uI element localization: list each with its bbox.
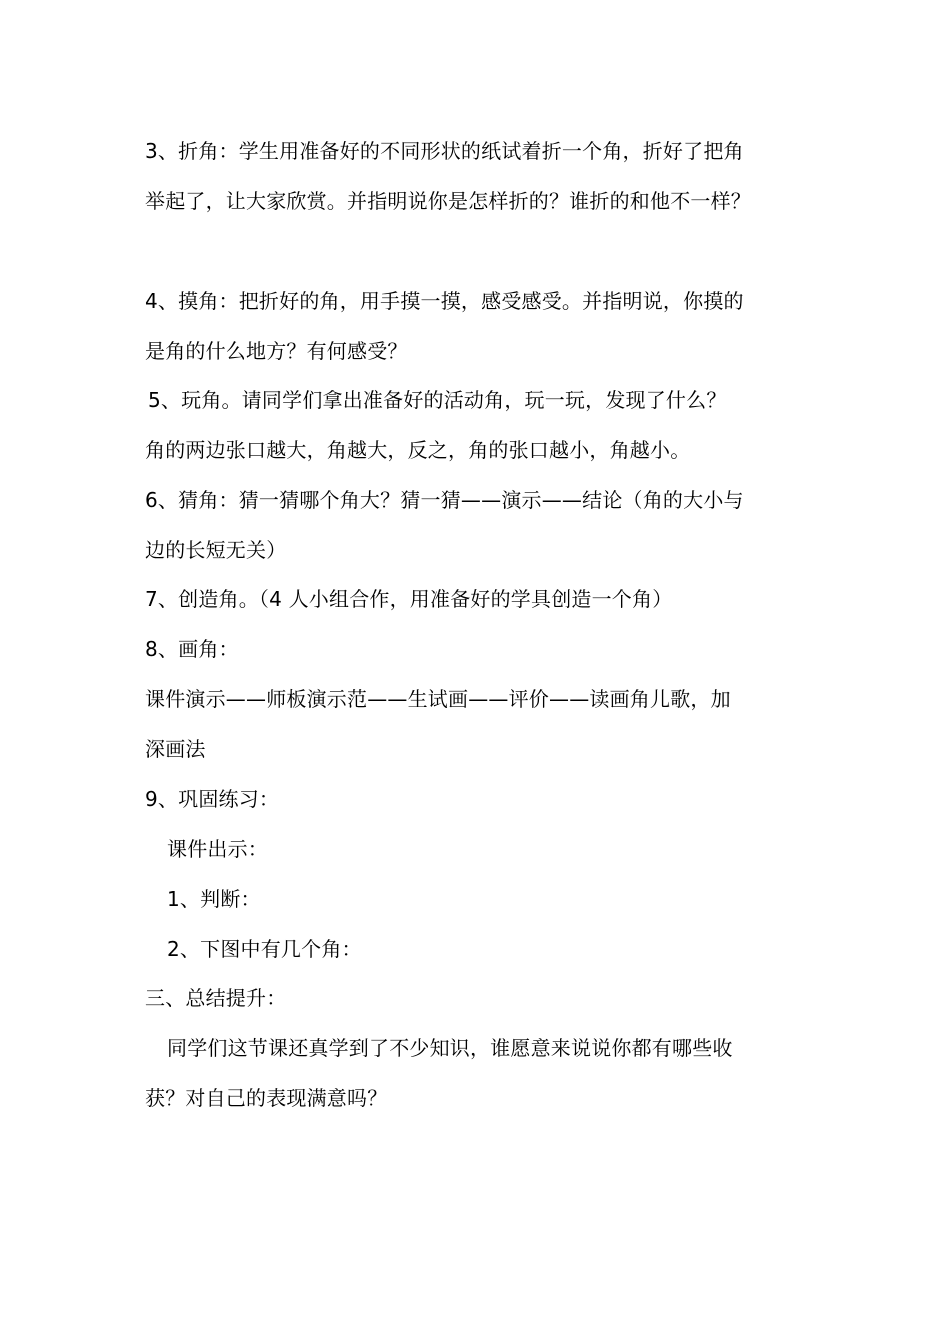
step-6-guess-angle-line-2: 边的长短无关） [145,538,287,562]
summary-paragraph-line-2: 获？对自己的表现满意吗？ [145,1086,388,1110]
step-3-fold-angle-line-2: 举起了，让大家欣赏。并指明说你是怎样折的？谁折的和他不一样？ [145,189,751,213]
step-4-touch-angle-line-2: 是角的什么地方？有何感受？ [145,339,408,363]
step-8-draw-angle-line-2: 深画法 [145,737,206,761]
summary-paragraph-line-1: 同学们这节课还真学到了不少知识，谁愿意来说说你都有哪些收 [167,1036,733,1060]
step-7-create-angle-line: 7、创造角。（4 人小组合作，用准备好的学具创造一个角） [145,587,673,611]
step-3-fold-angle-line-1: 3、折角：学生用准备好的不同形状的纸试着折一个角，折好了把角 [145,139,744,163]
section-3-summary-heading: 三、总结提升： [145,986,287,1010]
step-9-item-2-line: 2、下图中有几个角： [167,937,362,961]
step-4-touch-angle-line-1: 4、摸角：把折好的角，用手摸一摸，感受感受。并指明说，你摸的 [145,289,744,313]
step-8-draw-angle-line-1: 课件演示——师板演示范——生试画——评价——读画角儿歌，加 [145,687,731,711]
step-5-conclusion-line: 角的两边张口越大，角越大，反之，角的张口越小，角越小。 [145,438,691,462]
step-6-guess-angle-line-1: 6、猜角：猜一猜哪个角大？猜一猜——演示——结论（角的大小与 [145,488,744,512]
step-9-item-1-line: 1、判断： [167,887,261,911]
step-8-draw-angle-heading: 8、画角： [145,637,239,661]
step-9-courseware-line: 课件出示： [167,837,268,861]
step-5-play-angle-line: 5、玩角。请同学们拿出准备好的活动角，玩一玩，发现了什么？ [148,388,727,412]
step-9-practice-heading: 9、巩固练习： [145,787,280,811]
